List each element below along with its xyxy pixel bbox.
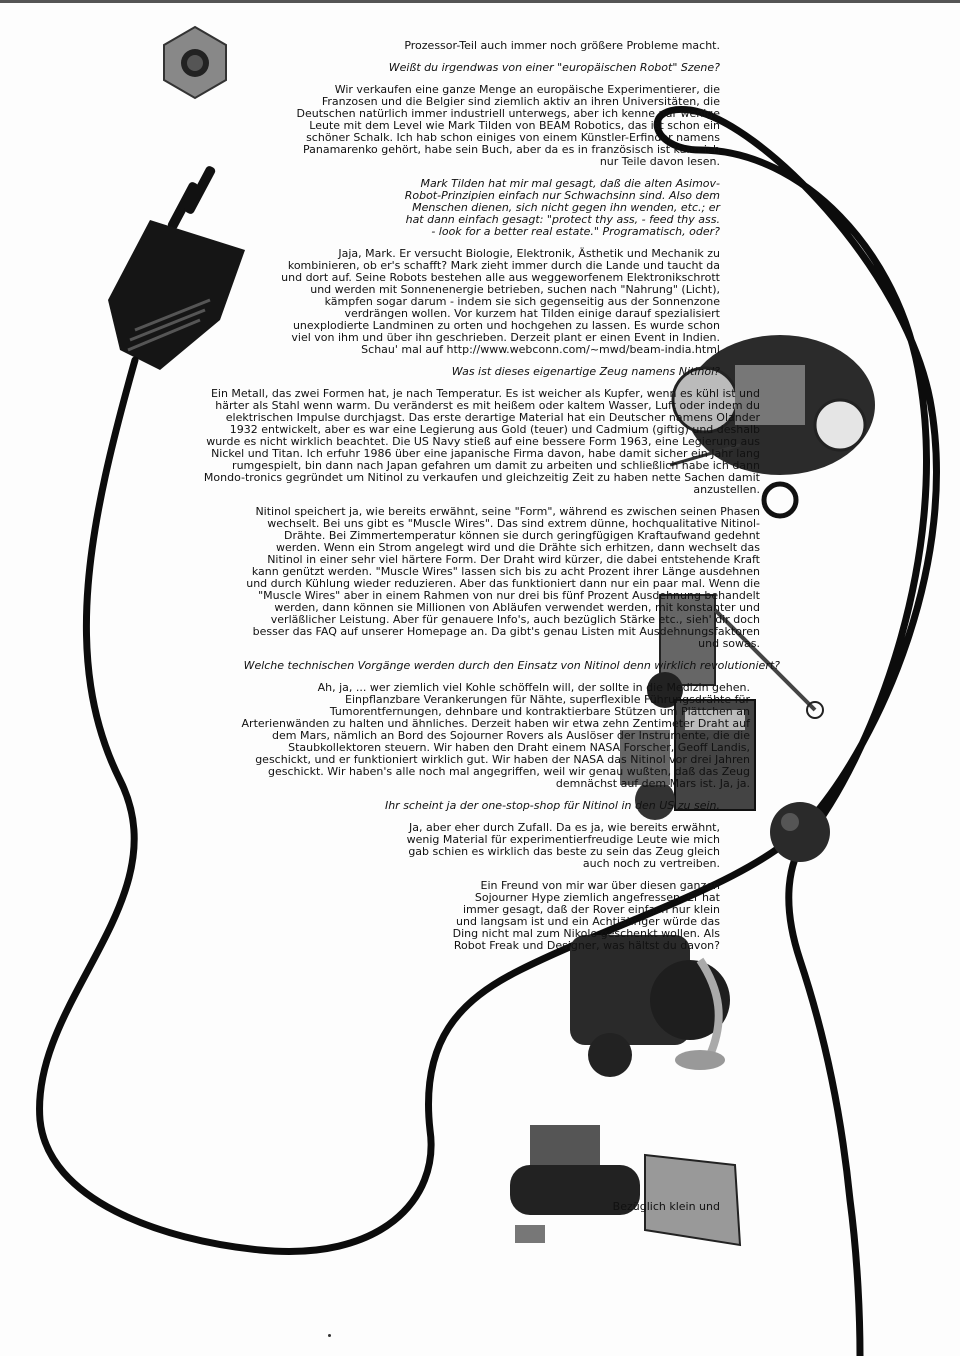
answer-1: Wir verkaufen eine ganze Menge an europäische Experimentierer, die Franzosen und die Belgier sind ziemlich aktiv an ihren Universitäten, die Deutschen natürlich immer industriell unterwegs, aber ich kenne nur wenige Leute mit dem Level wie Mark Tilden von BEAM Robotics, das ist schon ein schöner Schalk. Ich hab schon einiges von einem Künstler-Erfinder namens Panamarenko gehört, habe sein Buch, aber da es in französisch ist kann ich nur Teile davon lesen.	[296, 83, 720, 168]
answer-3b: Nitinol speichert ja, wie bereits erwähnt, seine "Form", während es zwischen seinen Phasen wechselt. Bei uns gibt es "Muscle Wires". Das sind extrem dünne, hochqualitative Nitinol-Drähte. Bei Zimmertemperatur können sie durch geringfügigen Kraftaufwand gedehnt werden. Wenn ein Strom angelegt wird und die Drähte sich erhitzen, dann wechselt das Nitinol in einer sehr viel härtere Form. Der Draht wird kürzer, die dabei entstehende Kraft kann genützt werden. "Muscle Wires" lassen sich bis zu acht Prozent ihrer Länge ausdehnen und durch Kühlung wieder reduzieren. Aber das funktioniert dann nur ein paar mal. Wenn die "Muscle Wires" aber in einem Rahmen von nur drei bis fünf Prozent Ausdehnung behandelt werden, dann können sie Millionen von Abläufen verwendet werden, mit konstanter und verläßlicher Leistung. Aber für genauere Info's, auch bezüglich Stärke etc., sieh' dir doch besser das FAQ auf unserer Homepage an. Da gibt's genau Listen mit Ausdehnungsfaktoren und sowas.	[246, 505, 760, 650]
continuation-line: Bezüglich klein und	[612, 1200, 720, 1213]
question-5: Ihr scheint ja der one-stop-shop für Nitinol in den US zu sein.	[384, 799, 720, 812]
answer-3: Ein Metall, das zwei Formen hat, je nach Temperatur. Es ist weicher als Kupfer, wenn es kühl ist und härter als Stahl wenn warm. Du veränderst es mit heißem oder kaltem Wasser, Luft oder indem du elektrischen Impulse durchjagst. Das erste derartige Material hat ein Deutscher namens Olander 1932 entwickelt, aber es war eine Legierung aus Gold (teuer) und Cadmium (giftig) und deshalb wurde es nicht wirklich beachtet. Die US Navy stieß auf eine bessere Form 1963, eine Legierung aus Nickel und Titan. Ich erfuhr 1986 über eine japanische Firma davon, habe damit sicher ein Jahr lang rumgespielt, bin dann nach Japan gefahren um damit zu arbeiten und schließlich habe ich dann Mondo-tronics gegründet um Nitinol zu verkaufen und gleichzeitig Zeit zu haben nette Sachen damit anzustellen.	[203, 387, 760, 496]
article-body	[200, 39, 780, 962]
answer-2: Jaja, Mark. Er versucht Biologie, Elektronik, Ästhetik und Mechanik zu kombinieren, ob er's schafft? Mark zieht immer durch die Lande und taucht da und dort auf. Seine Robots bestehen alle aus weggeworfenem Elektronikschrott und werden mit Sonnenenergie betrieben, suchen nach "Nahrung" (Licht), kämpfen sogar darum - indem sie sich gegenseitig aus der Sonnenzone verdrängen wollen. Vor kurzem hat Tilden einige darauf spezialisiert unexplodierte Landminen zu orten und hochgehen zu lassen. Es wurde schon viel von ihm und über ihn geschrieben. Derzeit plant er einen Event in Indien. Schau' mal auf http://www.webconn.com/~mwd/beam-india.html	[281, 247, 720, 356]
robot-photo-5-bulldozer	[495, 1110, 750, 1270]
question-4: Welche technischen Vorgänge werden durch den Einsatz von Nitinol denn wirklich revolutioniert?	[243, 659, 780, 672]
paragraph-1: Prozessor-Teil auch immer noch größere Probleme macht.	[404, 39, 720, 52]
dot-mark	[328, 1334, 331, 1337]
question-1: Weißt du irgendwas von einer "europäischen Robot" Szene?	[388, 61, 720, 74]
answer-5: Ja, aber eher durch Zufall. Da es ja, wie bereits erwähnt, wenig Material für experimentierfreudige Leute wie mich gab schien es wirklich das beste zu sein das Zeug gleich auch noch zu vertreiben.	[406, 821, 720, 870]
answer-4: Ah, ja, ... wer ziemlich viel Kohle schöffeln will, der sollte in die Medizin gehen. Einpflanzbare Verankerungen für Nähte, superflexible Führungsdrähte für Tumorentfernungen, dehnbare und kontraktierbare Stützen um Plättchen an Arterienwänden zu halten und ähnliches. Derzeit haben wir etwa zehn Zentimeter Draht auf dem Mars, nämlich an Bord des Sojourner Rovers als Auslöser der Instrumente, die die Staubkollektoren steuern. Wir haben den Draht einem NASA Forscher, Geoff Landis, geschickt, und er funktioniert wirklich gut. Wir haben der NASA das Nitinol vor drei Jahren geschickt. Wir haben's alle noch mal angegriffen, weil wir genau wußten, daß das Zeug demnächst auf dem Mars ist. Ja, ja.	[241, 681, 750, 790]
question-3: Was ist dieses eigenartige Zeug namens Nitinol?	[451, 365, 720, 378]
question-2: Mark Tilden hat mir mal gesagt, daß die alten Asimov-Robot-Prinzipien einfach nur Schwachsinn sind. Also dem Menschen dienen, sich nicht gegen ihn wenden, etc.; er hat dann einfach gesagt: "protect thy ass, - feed thy ass. - look for a better real estate." Programatisch, oder?	[404, 177, 720, 238]
answer-6: Ein Freund von mir war über diesen ganzen Sojourner Hype ziemlich angefressen. Er hat immer gesagt, daß der Rover einfach nur klein und langsam ist und ein Achtjähriger würde das Ding nicht mal zum Nikolo geschenkt wollen. Als Robot Freak und Designer, was hältst du davon?	[452, 879, 720, 952]
